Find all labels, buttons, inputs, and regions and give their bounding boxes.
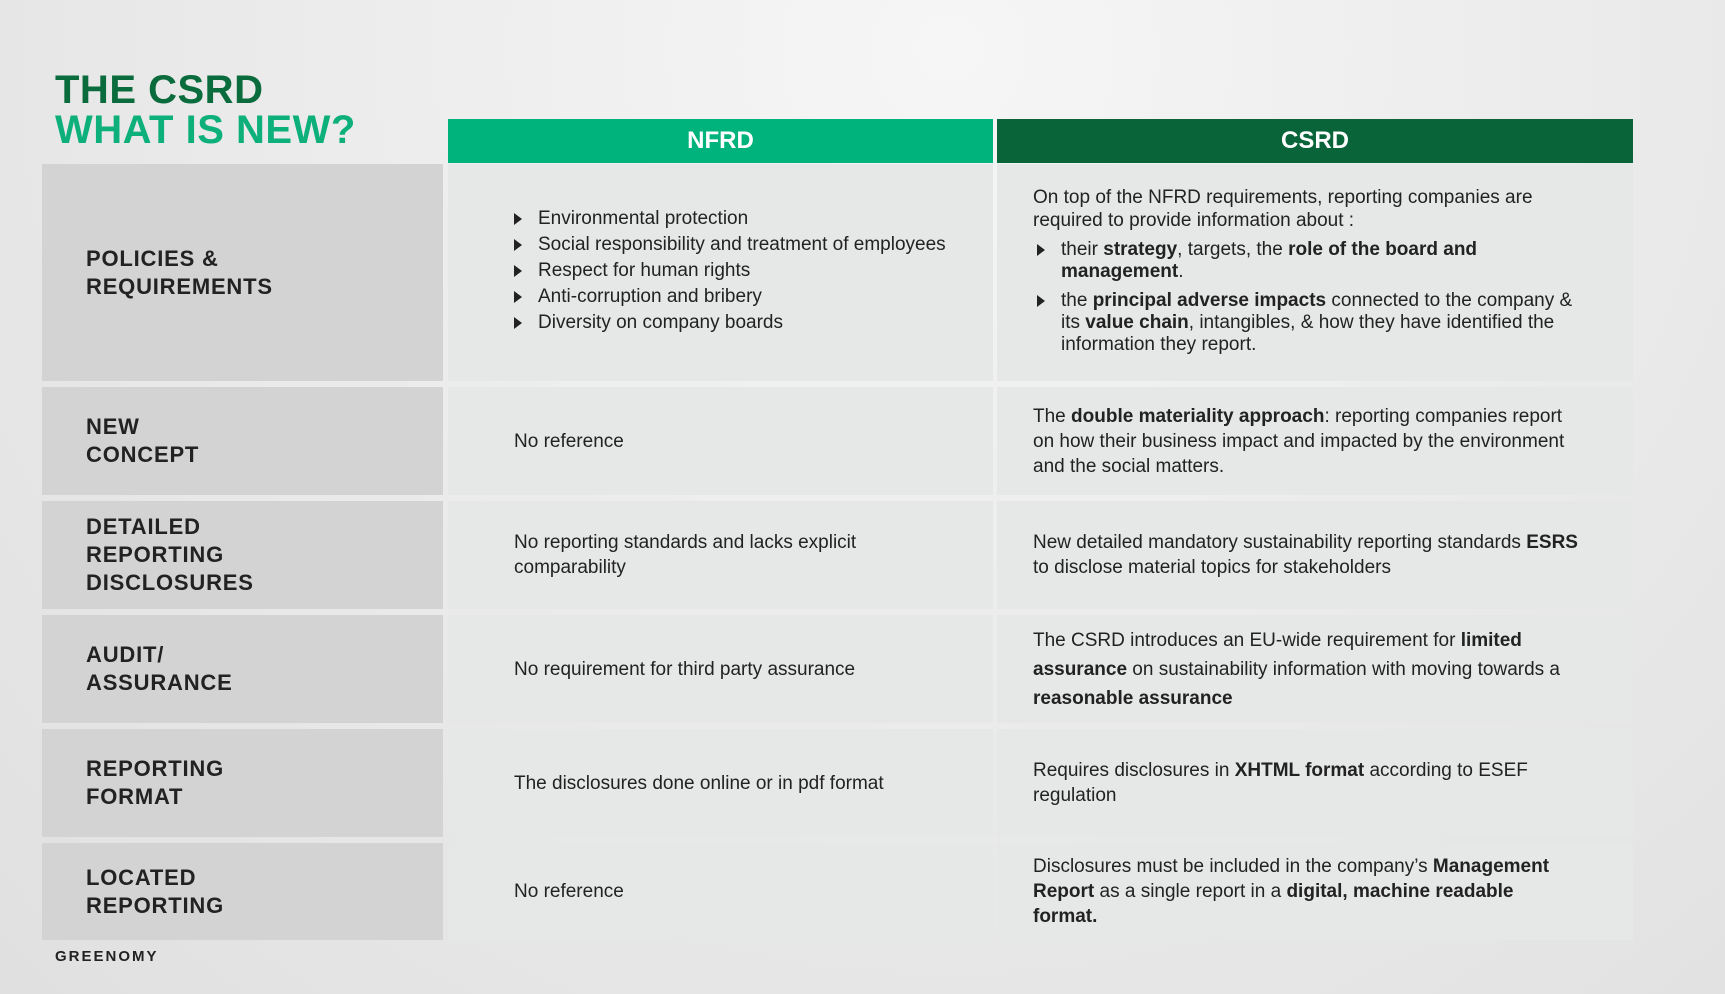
table-row-located-reporting (42, 843, 1633, 940)
nfrd-cell (448, 387, 993, 495)
table-row-detailed-reporting (42, 501, 1633, 609)
table-row-reporting-format (42, 729, 1633, 837)
csrd-text: Disclosures must be included in the company’s Management Report as a single report in a digital, machine readable format. (1033, 856, 1550, 927)
row-label: AUDIT/ ASSURANCE (86, 642, 233, 695)
title-line-2: WHAT IS NEW? (55, 108, 356, 152)
list-item: the principal adverse impacts connected to the company & its value chain, intangibles, & how they have identified the information they report. (1061, 290, 1583, 356)
nfrd-text: No requirement for third party assurance (514, 658, 856, 680)
nfrd-cell (448, 164, 993, 381)
csrd-cell (997, 501, 1633, 609)
csrd-cell (997, 387, 1633, 495)
nfrd-cell (448, 501, 993, 609)
row-label-cell (42, 164, 443, 381)
row-label: NEW CONCEPT (86, 414, 200, 467)
triangle-bullet-icon (514, 265, 522, 277)
row-label-cell (42, 387, 443, 495)
csrd-cell (997, 843, 1633, 940)
csrd-column-header: CSRD (997, 119, 1633, 163)
greenomy-logo-text: GREENOMY (55, 948, 159, 965)
csrd-text: Requires disclosures in XHTML format according to ESEF regulation (1033, 760, 1528, 806)
slide-title (55, 70, 356, 150)
csrd-text: The CSRD introduces an EU-wide requirement for limited assurance on sustainability information with moving towards a reasonable assurance (1033, 629, 1560, 709)
csrd-policies-content (1033, 186, 1583, 360)
csrd-cell (997, 729, 1633, 837)
title-line-1: THE CSRD (55, 68, 264, 112)
list-item: their strategy, targets, the role of the board and management. (1061, 239, 1583, 283)
nfrd-cell (448, 729, 993, 837)
row-label: DETAILED REPORTING DISCLOSURES (86, 514, 254, 595)
row-label: REPORTING FORMAT (86, 756, 224, 809)
triangle-bullet-icon (514, 213, 522, 225)
table-row-new-concept (42, 387, 1633, 495)
row-label-cell (42, 501, 443, 609)
list-item: Respect for human rights (538, 260, 946, 282)
csrd-intro-text: On top of the NFRD requirements, reporting companies are required to provide information about : (1033, 186, 1533, 231)
list-item: Anti-corruption and bribery (538, 286, 946, 308)
triangle-bullet-icon (1037, 244, 1045, 256)
csrd-text: The double materiality approach: reporting companies report on how their business impact and impacted by the environment and the social matters. (1033, 405, 1565, 477)
row-label-cell (42, 729, 443, 837)
csrd-requirements-list (1033, 239, 1583, 356)
nfrd-requirements-list (514, 208, 946, 338)
row-label: POLICIES & REQUIREMENTS (86, 245, 273, 299)
triangle-bullet-icon (1037, 295, 1045, 307)
list-item: Social responsibility and treatment of employees (538, 234, 946, 256)
nfrd-text: The disclosures done online or in pdf format (514, 772, 884, 794)
triangle-bullet-icon (514, 239, 522, 251)
table-row-audit-assurance (42, 615, 1633, 723)
nfrd-column-header: NFRD (448, 119, 993, 163)
nfrd-text: No reference (514, 430, 624, 452)
csrd-cell (997, 164, 1633, 381)
nfrd-text: No reporting standards and lacks explicit comparability (514, 532, 857, 578)
csrd-cell (997, 615, 1633, 723)
nfrd-text: No reference (514, 881, 624, 902)
row-label-cell (42, 843, 443, 940)
list-item: Environmental protection (538, 208, 946, 230)
triangle-bullet-icon (514, 317, 522, 329)
nfrd-cell (448, 615, 993, 723)
table-row-policies (42, 164, 1633, 381)
triangle-bullet-icon (514, 291, 522, 303)
row-label-cell (42, 615, 443, 723)
csrd-text: New detailed mandatory sustainability reporting standards ESRS to disclose material topics for stakeholders (1033, 532, 1578, 578)
list-item: Diversity on company boards (538, 312, 946, 334)
nfrd-cell (448, 843, 993, 940)
row-label: LOCATED REPORTING (86, 864, 224, 918)
